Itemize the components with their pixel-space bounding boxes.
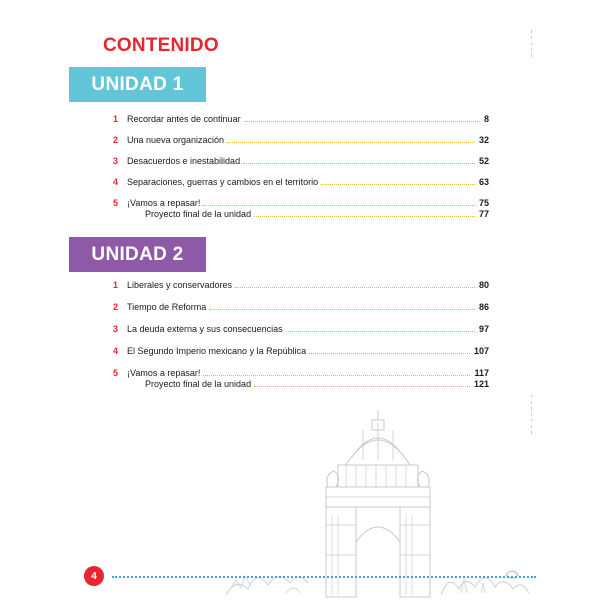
toc-entry[interactable] <box>113 343 489 357</box>
toc-entry-page: 121 <box>473 379 489 389</box>
toc-entry[interactable] <box>113 277 489 291</box>
toc-subentry[interactable] <box>113 376 489 390</box>
toc-entry-page: 107 <box>473 346 489 356</box>
unit-2-banner: UNIDAD 2 <box>69 237 206 272</box>
toc-entry-page: 77 <box>478 209 489 219</box>
decorative-dashed-line <box>531 30 532 60</box>
unit-1-banner: UNIDAD 1 <box>69 67 206 102</box>
dotted-leader <box>309 353 470 354</box>
toc-entry[interactable] <box>113 111 489 125</box>
toc-entry-title: Desacuerdos e inestabilidad <box>127 156 241 166</box>
toc-entry-title: Tiempo de Reforma <box>127 302 207 312</box>
toc-entry-title: Recordar antes de continuar <box>127 114 241 124</box>
toc-entry-page: 80 <box>478 280 489 290</box>
toc-entry-page: 32 <box>478 135 489 145</box>
footer-dotted-rule <box>112 576 536 578</box>
dotted-leader <box>254 386 470 387</box>
toc-entry-title: ¡Vamos a repasar! <box>127 368 201 378</box>
toc-entry-title: Proyecto final de la unidad <box>145 209 252 219</box>
toc-entry-title: Proyecto final de la unidad <box>145 379 252 389</box>
toc-entry-title: El Segundo Imperio mexicano y la República <box>127 346 307 356</box>
toc-entry-title: ¡Vamos a repasar! <box>127 198 201 208</box>
toc-entry-number: 1 <box>113 114 119 124</box>
toc-entry-number: 4 <box>113 346 119 356</box>
toc-entry-number: 4 <box>113 177 119 187</box>
toc-entry-page: 63 <box>478 177 489 187</box>
toc-entry-number: 2 <box>113 302 119 312</box>
toc-entry-title: La deuda externa y sus consecuencias <box>127 324 283 334</box>
toc-entry[interactable] <box>113 132 489 146</box>
toc-entry-title: Liberales y conservadores <box>127 280 233 290</box>
toc-entry[interactable] <box>113 299 489 313</box>
toc-entry-number: 5 <box>113 198 119 208</box>
toc-entry-number: 3 <box>113 324 119 334</box>
dotted-leader <box>235 287 475 288</box>
dotted-leader <box>243 163 475 164</box>
toc-entry-page: 8 <box>483 114 489 124</box>
toc-entry-page: 97 <box>478 324 489 334</box>
toc-entry[interactable] <box>113 153 489 167</box>
toc-entry-page: 52 <box>478 156 489 166</box>
toc-entry-page: 117 <box>474 368 489 378</box>
toc-entry-page: 86 <box>478 302 489 312</box>
toc-entry[interactable] <box>113 321 489 335</box>
toc-entry-title: Separaciones, guerras y cambios en el territorio <box>127 177 319 187</box>
dotted-leader <box>244 121 480 122</box>
toc-entry[interactable] <box>113 174 489 188</box>
dotted-leader <box>227 142 475 143</box>
toc-entry-number: 2 <box>113 135 119 145</box>
dotted-leader <box>254 216 475 217</box>
dotted-leader <box>209 309 475 310</box>
toc-entry-page: 75 <box>478 198 489 208</box>
toc-subentry[interactable] <box>113 206 489 220</box>
page-title: CONTENIDO <box>103 35 219 56</box>
toc-entry-title: Una nueva organización <box>127 135 225 145</box>
page-number: 4 <box>84 566 104 586</box>
toc-entry-number: 5 <box>113 368 119 378</box>
toc-entry-number: 1 <box>113 280 119 290</box>
toc-entry-number: 3 <box>113 156 119 166</box>
dotted-leader <box>321 184 475 185</box>
dotted-leader <box>286 331 475 332</box>
monument-illustration <box>226 405 546 600</box>
